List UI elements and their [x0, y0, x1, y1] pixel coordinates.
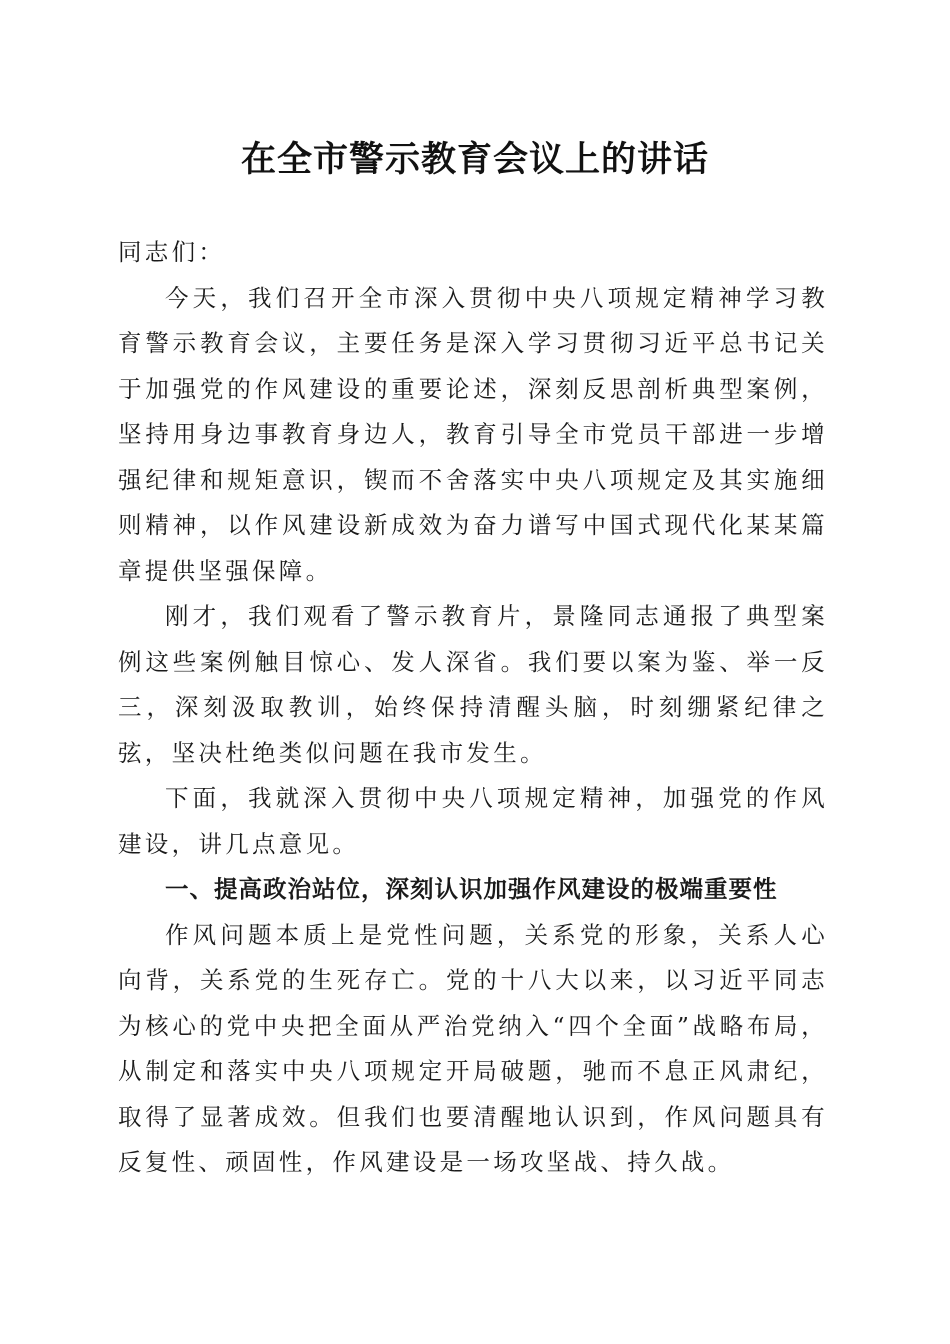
section-heading: 一、提高政治站位，深刻认识加强作风建设的极端重要性: [165, 875, 778, 903]
document-title: 在全市警示教育会议上的讲话: [240, 139, 709, 180]
paragraph-intro: 下面，我就深入贯彻中央八项规定精神，加强党的作风建设，讲几点意见。: [118, 784, 828, 858]
paragraph-section-one: 作风问题本质上是党性问题，关系党的形象，关系人心向背，关系党的生死存亡。党的十八大以来，以习近平同志为核心的党中央把全面从严治党纳入“四个全面”战略布局，从制定和落实中央八项规定开局破题，驰而不息正风肃纪，取得了显著成效。但我们也要清醒地认识到，作风问题具有反复性、顽固性，作风建设是一场攻坚战、持久战。: [118, 920, 828, 1176]
document-body: [118, 230, 828, 1186]
paragraph-cases: 刚才，我们观看了警示教育片，景隆同志通报了典型案例这些案例触目惊心、发人深省。我们要以案为鉴、举一反三，深刻汲取教训，始终保持清醒头脑，时刻绷紧纪律之弦，坚决杜绝类似问题在我市发生。: [118, 602, 828, 767]
salutation: 同志们：: [118, 238, 226, 266]
paragraph-opening: 今天，我们召开全市深入贯彻中央八项规定精神学习教育警示教育会议，主要任务是深入学习贯彻习近平总书记关于加强党的作风建设的重要论述，深刻反思剖析典型案例，坚持用身边事教育身边人，教育引导全市党员干部进一步增强纪律和规矩意识，锲而不舍落实中央八项规定及其实施细则精神，以作风建设新成效为奋力谱写中国式现代化某某篇章提供坚强保障。: [118, 283, 828, 585]
